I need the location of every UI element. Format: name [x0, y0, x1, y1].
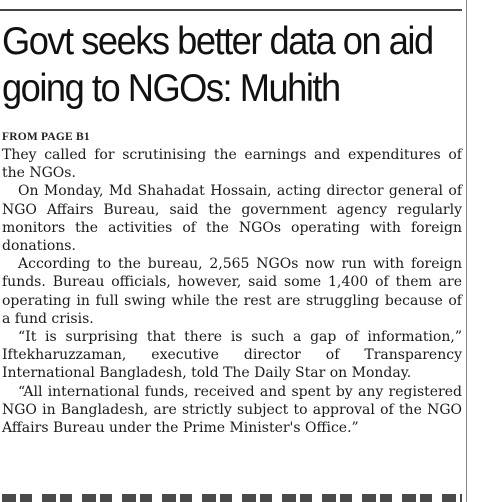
article-body: [2, 146, 462, 437]
headline: [2, 18, 433, 112]
headline-line-2: going to NGOs: Muhith: [2, 67, 340, 110]
paragraph-3: According to the bureau, 2,565 NGOs now run with foreign funds. Bureau officials, however, said some 1,400 of them are operating in full swing while the rest are struggling because of a fund crisis.: [2, 256, 462, 327]
cropped-next-headline: [2, 488, 462, 502]
jump-line: FROM PAGE B1: [2, 131, 90, 143]
cropped-text-fragment: [2, 494, 462, 502]
paragraph-2: On Monday, Md Shahadat Hossain, acting director general of NGO Affairs Bureau, said the government agency regularly monitors the activities of the NGOs operating with foreign donations.: [2, 183, 462, 255]
column-rule: [466, 0, 467, 502]
headline-line-1: Govt seeks better data on aid: [2, 20, 433, 63]
paragraph-1: They called for scrutinising the earnings and expenditures of the NGOs.: [2, 147, 462, 182]
paragraph-5: “All international funds, received and spent by any registered NGO in Bangladesh, are strictly subject to approval of the NGO Affairs Bureau under the Prime Minister's Office.”: [2, 383, 462, 437]
paragraph-4: “It is surprising that there is such a gap of information,” Iftekharuzzaman, executive director of Transparency International Bangladesh, told The Daily Star on Monday.: [2, 329, 462, 382]
top-rule: [0, 9, 462, 11]
